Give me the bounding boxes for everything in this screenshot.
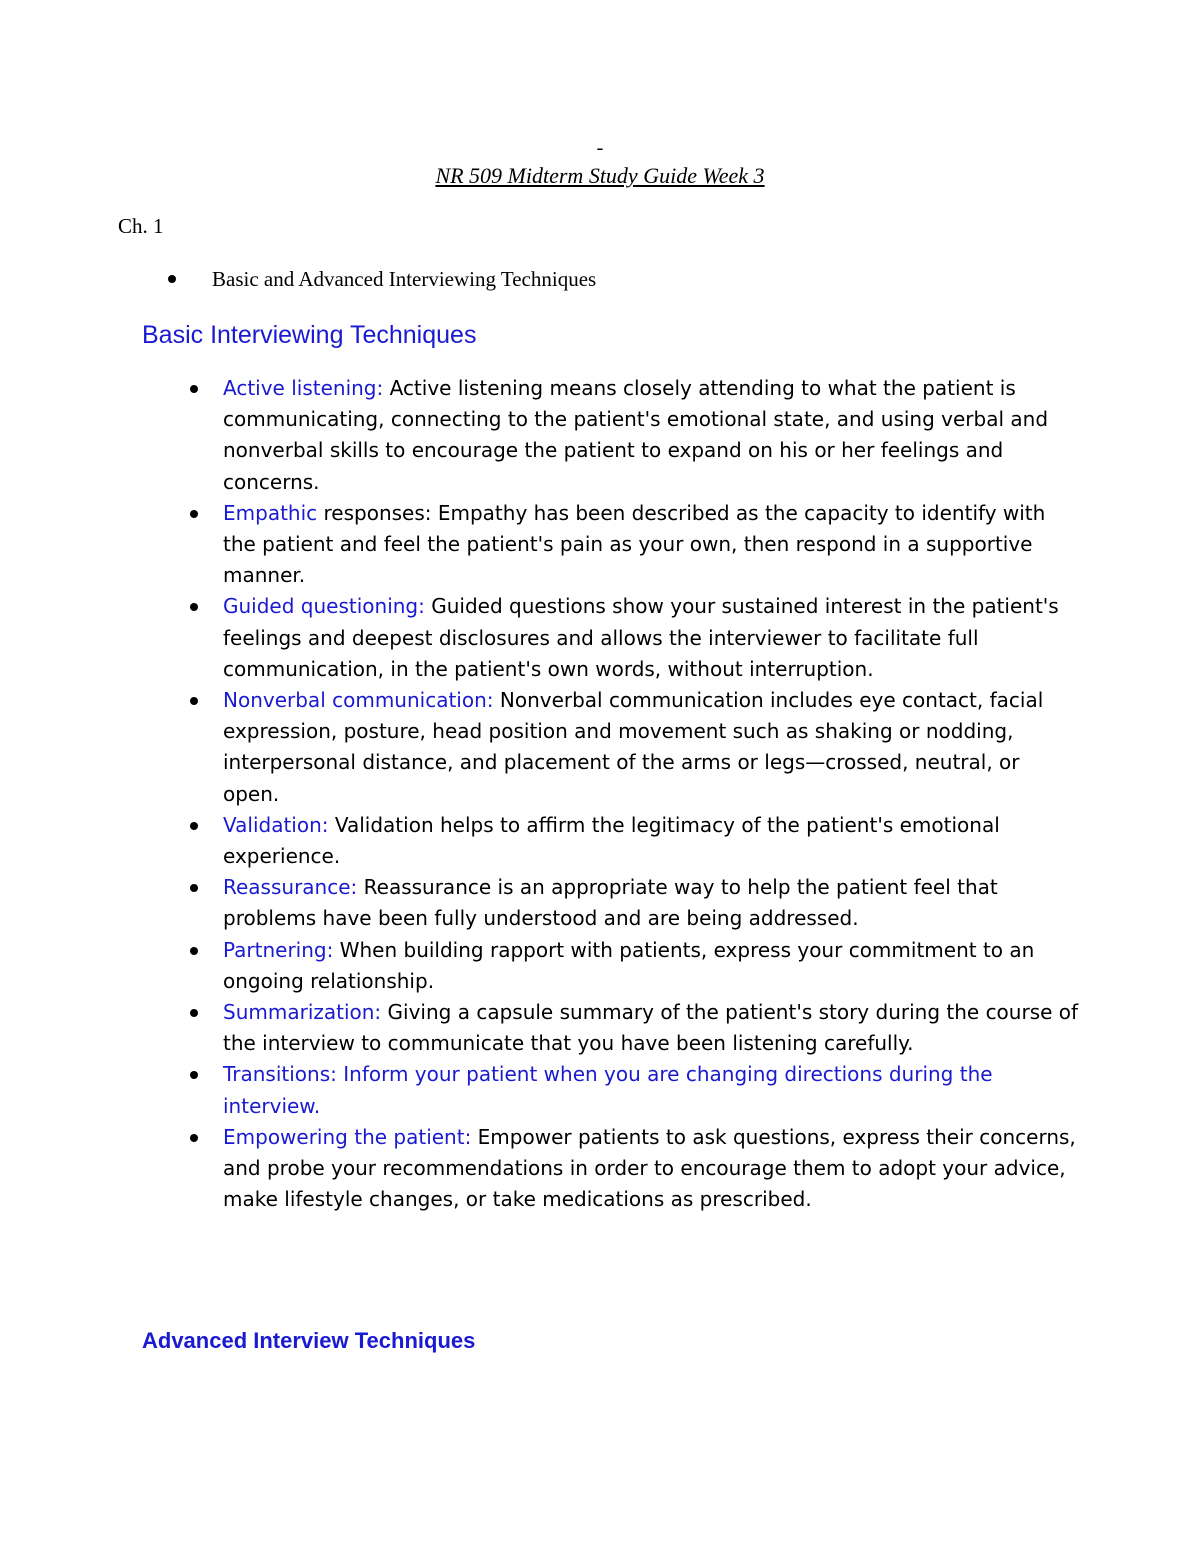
bullet-icon xyxy=(190,947,198,955)
technique-description: Validation helps to affirm the legitimacy of the patient's emotional experience. xyxy=(223,812,1000,869)
technique-term: Reassurance: xyxy=(223,875,358,900)
bullet-icon xyxy=(190,822,198,830)
bullet-icon xyxy=(190,884,198,892)
technique-term: Empathic xyxy=(223,500,318,525)
bullet-icon xyxy=(168,275,176,283)
bullet-icon xyxy=(190,385,198,393)
technique-description: Nonverbal communication includes eye contact, facial expression, posture, head position and movement such as shaking or nodding, interpersonal distance, and placement of the arms or legs—crossed, neutral, or open. xyxy=(223,688,1044,806)
technique-term: Transitions: xyxy=(223,1062,337,1087)
section-heading-basic: Basic Interviewing Techniques xyxy=(142,321,477,349)
bullet-icon xyxy=(190,1134,198,1142)
technique-description: Giving a capsule summary of the patient's story during the course of the interview to communicate that you have been listening carefully. xyxy=(223,1000,1079,1056)
list-item xyxy=(180,1122,1080,1216)
technique-term: Guided questioning: xyxy=(223,594,425,619)
bullet-icon xyxy=(190,603,198,611)
technique-description: Reassurance is an appropriate way to help the patient feel that problems have been fully understood and are being addressed. xyxy=(223,875,998,931)
chapter-label: Ch. 1 xyxy=(118,214,164,238)
list-item xyxy=(180,373,1080,498)
outline-item-text: Basic and Advanced Interviewing Techniques xyxy=(212,267,597,291)
technique-description: Active listening means closely attending to what the patient is communicating, connecting to the patient's emotional state, and using verbal and nonverbal skills to encourage the patient to expand on his or her feelings and concerns. xyxy=(223,376,1049,494)
technique-description: Inform your patient when you are changing directions during the interview. xyxy=(223,1062,993,1118)
technique-term: Empowering the patient: xyxy=(223,1124,472,1149)
bullet-icon xyxy=(190,1071,198,1079)
technique-term: Active listening: xyxy=(223,376,384,400)
technique-description: When building rapport with patients, express your commitment to an ongoing relationship. xyxy=(223,937,1035,993)
list-item xyxy=(180,1059,1080,1121)
technique-term: Summarization: xyxy=(223,1000,382,1025)
bullet-icon xyxy=(190,510,198,518)
list-item xyxy=(180,997,1080,1059)
technique-term: Validation: xyxy=(223,812,329,837)
bullet-icon xyxy=(190,697,198,705)
technique-list xyxy=(180,373,1080,1215)
list-item xyxy=(180,810,1080,872)
list-item xyxy=(180,591,1080,685)
header-dash: - xyxy=(596,137,604,159)
technique-term: Partnering: xyxy=(223,937,334,962)
document-title: NR 509 Midterm Study Guide Week 3 xyxy=(435,163,765,188)
list-item xyxy=(180,872,1080,934)
section-heading-advanced: Advanced Interview Techniques xyxy=(142,1328,476,1353)
technique-description: Guided questions show your sustained interest in the patient's feelings and deepest disclosures and allows the interviewer to facilitate full communication, in the patient's own words, without interruption. xyxy=(223,594,1059,681)
technique-description: responses: Empathy has been described as the capacity to identify with the patient and feel the patient's pain as your own, then respond in a supportive manner. xyxy=(223,500,1046,588)
technique-term: Nonverbal communication: xyxy=(223,688,494,713)
bullet-icon xyxy=(190,1009,198,1017)
list-item xyxy=(180,498,1080,592)
outline-item xyxy=(168,265,596,293)
list-item xyxy=(180,685,1080,810)
list-item xyxy=(180,935,1080,997)
technique-description: Empower patients to ask questions, express their concerns, and probe your recommendations in order to encourage them to adopt your advice, make lifestyle changes, or take medications as prescribed. xyxy=(223,1124,1076,1212)
